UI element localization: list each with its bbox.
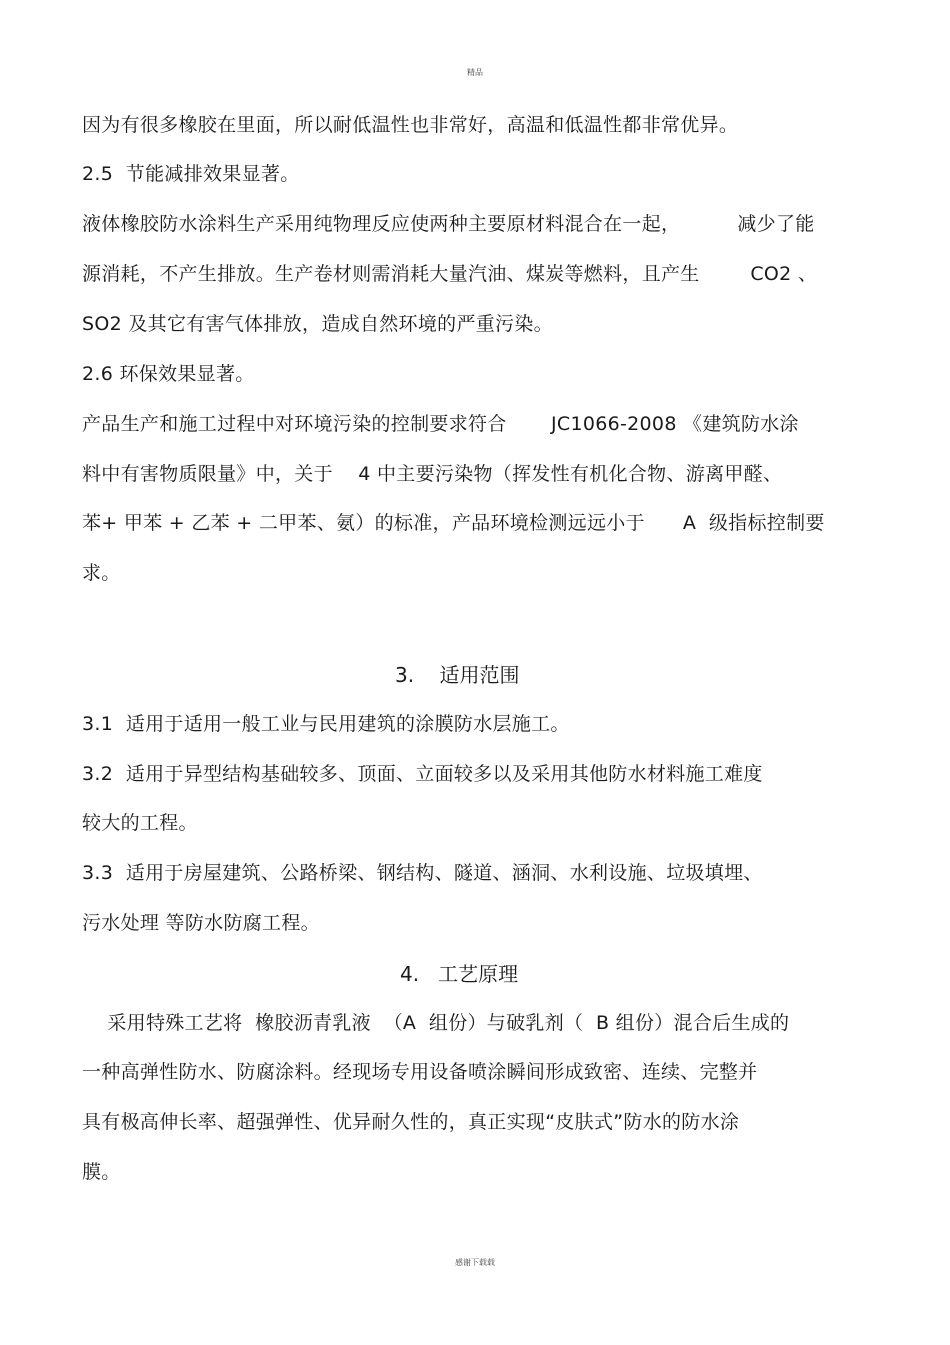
paragraph-line: 3.2 适用于异型结构基础较多、顶面、立面较多以及采用其他防水材料施工难度	[82, 763, 763, 785]
paragraph-line: 料中有害物质限量》中，关于 4 中主要污染物（挥发性有机化合物、游离甲醛、	[82, 463, 783, 485]
paragraph-line: SO2 及其它有害气体排放，造成自然环境的严重污染。	[82, 313, 553, 335]
page-header: 精品	[467, 68, 483, 77]
paragraph-line: 源消耗，不产生排放。生产卷材则需消耗大量汽油、煤炭等燃料，且产生 CO2 、	[82, 263, 818, 285]
paragraph-line: 苯+ 甲苯 + 乙苯 + 二甲苯、氨）的标准，产品环境检测远远小于 A 级指标控制要	[82, 512, 825, 534]
paragraph-line: 2.5 节能减排效果显著。	[82, 163, 300, 185]
paragraph-line: 膜。	[82, 1161, 121, 1183]
paragraph-line: 污水处理 等防水防腐工程。	[82, 912, 320, 934]
paragraph-line: 产品生产和施工过程中对环境污染的控制要求符合 JC1066-2008 《建筑防水涂	[82, 413, 799, 435]
paragraph-line: 一种高弹性防水、防腐涂料。经现场专用设备喷涂瞬间形成致密、连续、完整并	[82, 1061, 758, 1083]
paragraph-line: 因为有很多橡胶在里面，所以耐低温性也非常好，高温和低温性都非常优异。	[82, 114, 739, 136]
page-footer: 感谢下载载	[455, 1258, 495, 1267]
paragraph-line: 2.6 环保效果显著。	[82, 363, 255, 385]
paragraph-line: 具有极高伸长率、超强弹性、优异耐久性的，真正实现“皮肤式”防水的防水涂	[82, 1111, 740, 1133]
paragraph-line: 3.3 适用于房屋建筑、公路桥梁、钢结构、隧道、涵洞、水利设施、垃圾填埋、	[82, 862, 763, 884]
paragraph-line: 3.1 适用于适用一般工业与民用建筑的涂膜防水层施工。	[82, 713, 570, 735]
paragraph-line: 液体橡胶防水涂料生产采用纯物理反应使两种主要原材料混合在一起， 减少了能	[82, 213, 815, 235]
paragraph-line: 较大的工程。	[82, 812, 198, 834]
section-heading-4: 4. 工艺原理	[400, 962, 519, 986]
paragraph-line: 求。	[82, 562, 121, 584]
section-heading-3: 3. 适用范围	[395, 663, 520, 687]
paragraph-line: 采用特殊工艺将 橡胶沥青乳液 （A 组份）与破乳剂（ B 组份）混合后生成的	[82, 1012, 790, 1034]
